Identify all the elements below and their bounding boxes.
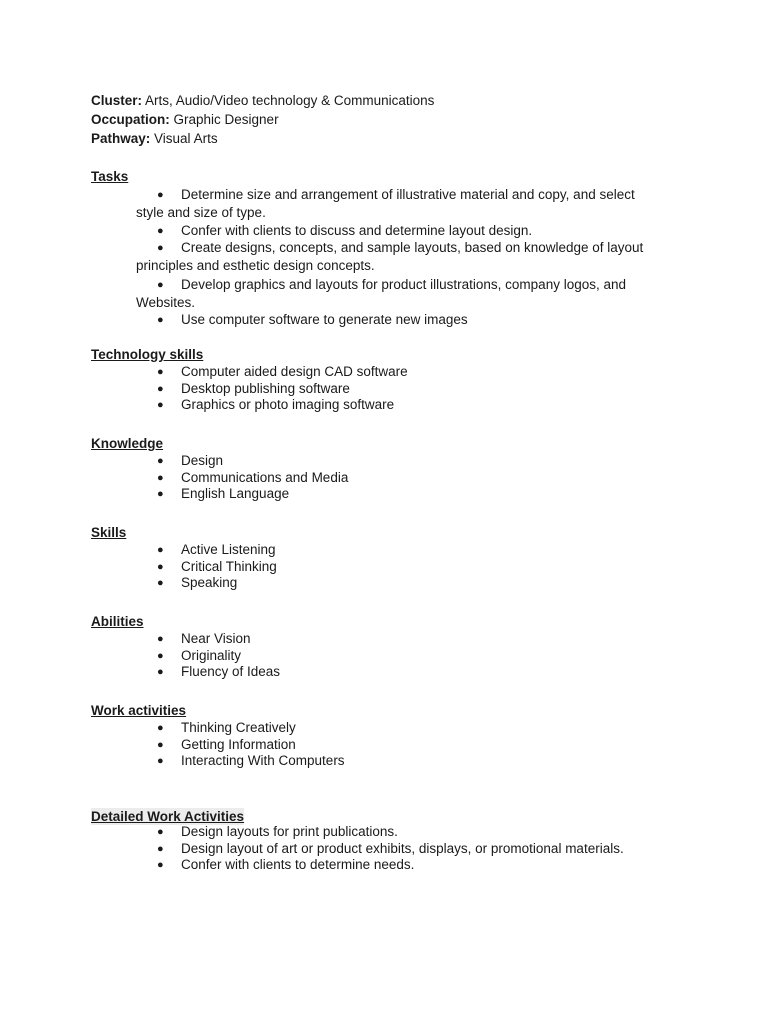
pathway-label: Pathway: (91, 131, 151, 146)
list-item-text: Design (181, 453, 224, 468)
list-item (0, 486, 768, 503)
list-item-text: Determine size and arrangement of illustrative material and copy, and select style and size of type. (136, 187, 635, 221)
pathway-line (91, 129, 218, 148)
tasks-heading: Tasks (91, 169, 129, 184)
list-item-text: Near Vision (181, 631, 251, 646)
knowledge-list (0, 453, 768, 503)
list-item-text: Design layouts for print publications. (181, 824, 398, 839)
list-item-text: Use computer software to generate new images (181, 312, 468, 328)
detailed-work-activities-list (0, 824, 768, 874)
technology-skills-heading: Technology skills (91, 347, 204, 362)
tasks-list (0, 186, 768, 329)
bullet-icon: ● (157, 382, 164, 395)
bullet-icon: ● (157, 738, 164, 751)
list-item-text: Graphics or photo imaging software (181, 397, 395, 413)
bullet-icon: ● (157, 544, 164, 556)
list-item-text: Design layout of art or product exhibits, displays, or promotional materials. (181, 840, 624, 856)
bullet-icon: ● (157, 649, 164, 662)
bullet-icon: ● (157, 859, 164, 872)
list-item-text: Develop graphics and layouts for product illustrations, company logos, and Websites. (136, 276, 626, 311)
bullet-icon: ● (157, 242, 164, 255)
occupation-value: Graphic Designer (169, 112, 279, 127)
list-item-text: Thinking Creatively (181, 720, 296, 735)
list-item (0, 631, 768, 648)
list-item-text: Speaking (181, 575, 238, 591)
list-item (0, 239, 768, 276)
list-item (0, 737, 768, 754)
list-item-text: Fluency of Ideas (181, 664, 281, 680)
list-item (0, 223, 768, 240)
bullet-icon: ● (157, 366, 164, 378)
list-item (0, 753, 768, 770)
detailed-work-activities-heading: Detailed Work Activities (91, 809, 245, 824)
list-item (0, 664, 768, 681)
bullet-icon: ● (157, 633, 164, 645)
list-item (0, 720, 768, 737)
list-item (0, 397, 768, 414)
abilities-heading: Abilities (91, 614, 144, 629)
list-item (0, 381, 768, 398)
bullet-icon: ● (157, 278, 164, 291)
bullet-icon: ● (157, 666, 164, 679)
bullet-icon: ● (157, 842, 164, 855)
skills-list (0, 542, 768, 592)
list-item (0, 453, 768, 470)
skills-heading: Skills (91, 525, 127, 540)
bullet-icon: ● (157, 826, 164, 838)
bullet-icon: ● (157, 189, 164, 201)
list-item-text: Create designs, concepts, and sample layouts, based on knowledge of layout principles and esthetic design concepts. (136, 240, 644, 274)
work-activities-list (0, 720, 768, 770)
list-item (0, 841, 768, 858)
bullet-icon: ● (157, 722, 164, 734)
bullet-icon: ● (157, 488, 164, 501)
bullet-icon: ● (157, 560, 164, 573)
cluster-line (91, 91, 434, 110)
list-item-text: Originality (181, 647, 242, 663)
list-item (0, 559, 768, 576)
list-item (0, 276, 768, 313)
list-item-text: Computer aided design CAD software (181, 364, 408, 379)
bullet-icon: ● (157, 399, 164, 412)
cluster-label: Cluster: (91, 93, 143, 108)
list-item-text: Desktop publishing software (181, 380, 350, 396)
list-item-text: Confer with clients to determine needs. (181, 857, 415, 873)
bullet-icon: ● (157, 577, 164, 590)
bullet-icon: ● (157, 224, 164, 237)
list-item (0, 575, 768, 592)
list-item (0, 312, 768, 329)
knowledge-heading: Knowledge (91, 436, 164, 451)
cluster-value: Arts, Audio/Video technology & Communications (142, 93, 435, 108)
bullet-icon: ● (157, 314, 164, 327)
list-item-text: Critical Thinking (181, 558, 277, 574)
list-item-text: Interacting With Computers (181, 753, 345, 769)
list-item (0, 186, 768, 223)
list-item (0, 542, 768, 559)
list-item (0, 648, 768, 665)
list-item (0, 470, 768, 487)
abilities-list (0, 631, 768, 681)
bullet-icon: ● (157, 455, 164, 467)
occupation-line (91, 110, 279, 129)
technology-skills-list (0, 364, 768, 414)
list-item-text: Communications and Media (181, 469, 349, 485)
work-activities-heading: Work activities (91, 703, 187, 718)
pathway-value: Visual Arts (150, 131, 218, 146)
list-item-text: Confer with clients to discuss and determine layout design. (181, 222, 533, 238)
list-item (0, 364, 768, 381)
bullet-icon: ● (157, 471, 164, 484)
list-item (0, 824, 768, 841)
list-item (0, 857, 768, 874)
occupation-label: Occupation: (91, 112, 170, 127)
list-item-text: Getting Information (181, 736, 296, 752)
list-item-text: Active Listening (181, 542, 276, 557)
bullet-icon: ● (157, 755, 164, 768)
list-item-text: English Language (181, 486, 290, 502)
